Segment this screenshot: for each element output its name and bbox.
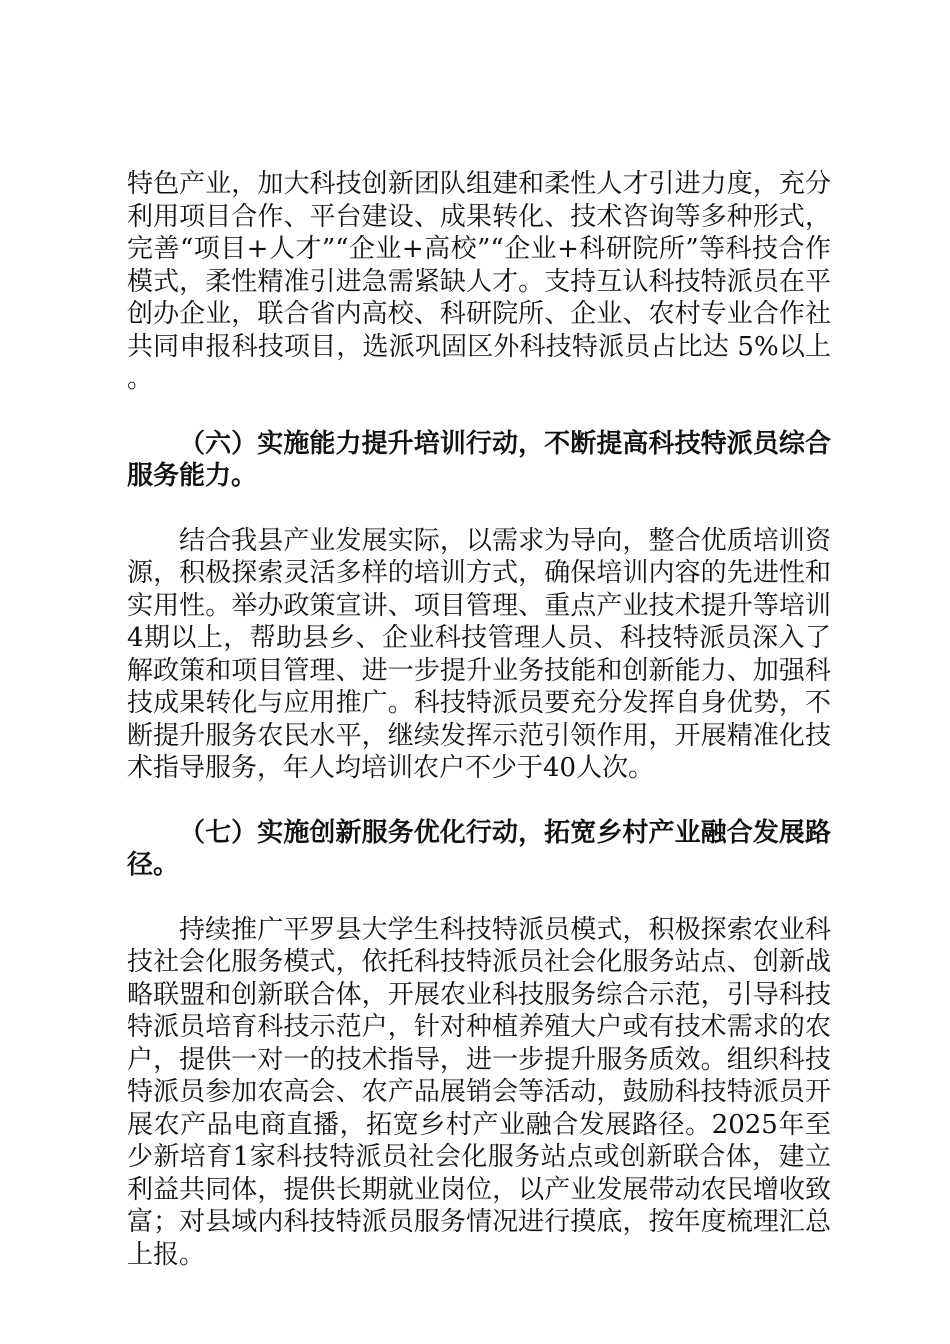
document-body [127, 168, 831, 1271]
paragraph-innovation-service: 持续推广平罗县大学生科技特派员模式，积极探索农业科技社会化服务模式，依托科技特派员社会化服务站点、创新战略联盟和创新联合体，开展农业科技服务综合示范，引导科技特派员培育科技示范户，针对种植养殖大户或有技术需求的农户，提供一对一的技术指导，进一步提升服务质效。组织科技特派员参加农高会、农产品展销会等活动，鼓励科技特派员开展农产品电商直播，拓宽乡村产业融合发展路径。2025年至少新培育1家科技特派员社会化服务站点或创新联合体，建立利益共同体，提供长期就业岗位，以产业发展带动农民增收致富；对县域内科技特派员服务情况进行摸底，按年度梳理汇总上报。 [127, 914, 831, 1270]
paragraph-continued: 特色产业，加大科技创新团队组建和柔性人才引进力度，充分利用项目合作、平台建设、成果转化、技术咨询等多种形式，完善“项目+人才”“企业+高校”“企业+科研院所”等科技合作模式，柔性精准引进急需紧缺人才。支持互认科技特派员在平创办企业，联合省内高校、科研院所、企业、农村专业合作社共同申报科技项目，选派巩固区外科技特派员占比达 5%以上。 [127, 169, 831, 394]
paragraph-training: 结合我县产业发展实际，以需求为导向，整合优质培训资源，积极探索灵活多样的培训方式，确保培训内容的先进性和实用性。举办政策宣讲、项目管理、重点产业技术提升等培训4期以上，帮助县乡、企业科技管理人员、科技特派员深入了解政策和项目管理、进一步提升业务技能和创新能力、加强科技成果转化与应用推广。科技特派员要充分发挥自身优势，不断提升服务农民水平，继续发挥示范引领作用，开展精准化技术指导服务，年人均培训农户不少于40人次。 [127, 525, 831, 783]
section-heading-6: （六）实施能力提升培训行动，不断提高科技特派员综合服务能力。 [127, 428, 831, 491]
section-heading-7: （七）实施创新服务优化行动，拓宽乡村产业融合发展路径。 [127, 817, 831, 880]
